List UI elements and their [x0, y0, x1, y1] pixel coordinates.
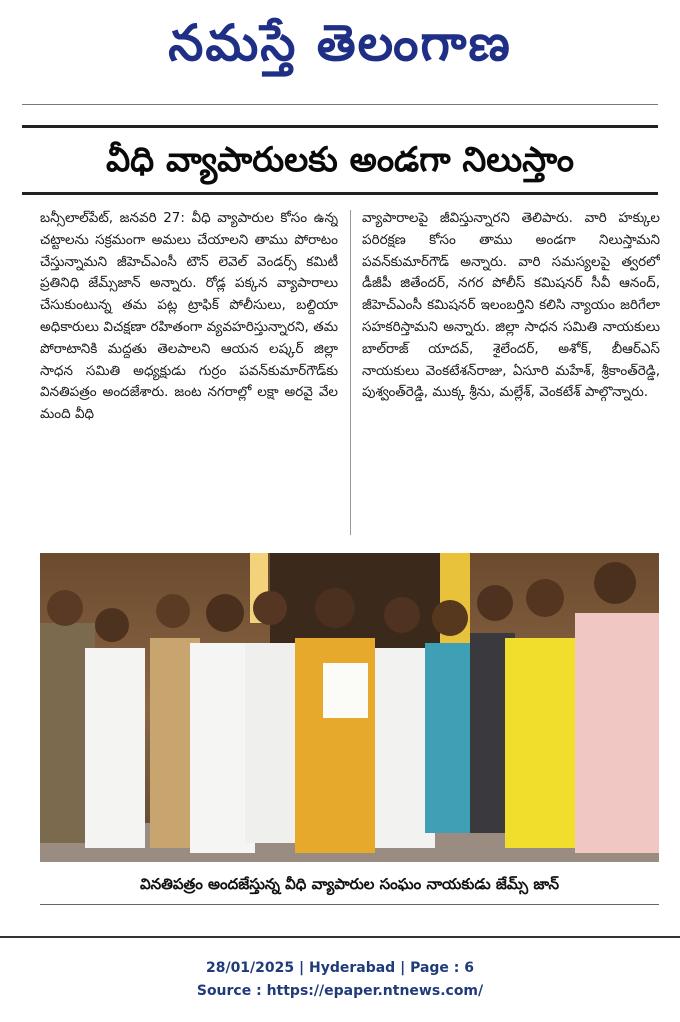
newspaper-logo: నమస్తే తెలంగాణ [168, 13, 512, 72]
footer-separator: | [400, 960, 406, 976]
masthead-divider [22, 104, 658, 105]
photo-caption: వినతిపత్రం అందజేస్తున్న వీధి వ్యాపారుల సంఘం నాయకుడు జేమ్స్ జాన్ [139, 875, 560, 893]
footer-date: 28/01/2025 [205, 960, 295, 976]
footer-separator: | [299, 960, 305, 976]
footer-edition-info [0, 960, 680, 976]
article-headline: వీధి వ్యాపారులకు అండగా నిలుస్తాం [105, 140, 575, 180]
masthead [0, 8, 680, 78]
petition-document [323, 663, 368, 718]
article-text-right: వ్యాపారాలపై జీవిస్తున్నారని తెలిపారు. వారి హక్కుల పరిరక్షణ కోసం తాము అండగా నిలుస్తామని పవన్‌కుమార్‌గౌడ్ అన్నారు. వారి సమస్యలపై త్వరలో డీజీపీ జితేందర్, నగర పోలీస్ కమిషనర్ సీవీ ఆనంద్, జీహెచ్‌ఎంసీ కమిషనర్ ఇలంబర్తిని కలిసి న్యాయం జరిగేలా సహకరిస్తామని అన్నారు. జిల్లా సాధన సమితి నాయకులు బాల్‌రాజ్ యాదవ్, శైలేందర్, అశోక్, బీఆర్‌ఎస్ నాయకులు వెంకటేశన్‌రాజు, ఏసూరి మహేశ్, శ్రీకాంత్‌రెడ్డి, పుశ్వంత్‌రెడ్డి, ముక్క శ్రీను, మల్లేశ్, వెంకటేశ్ పాల్గొన్నారు. [362, 210, 660, 401]
page-bottom-divider [0, 936, 680, 938]
group-photo-image [40, 553, 659, 862]
footer-city: Hyderabad [309, 960, 396, 976]
news-photo [40, 553, 659, 862]
article-column-right [362, 208, 660, 538]
column-divider [350, 210, 351, 535]
headline-box [22, 125, 658, 195]
article-column-left [40, 208, 338, 538]
article-text-left: బన్సీలాల్‌పేట్, జనవరి 27: వీధి వ్యాపారుల కోసం ఉన్న చట్టాలను సక్రమంగా అమలు చేయాలని తాము పోరాటం చేస్తున్నామని జీహెచ్‌ఎంసీ టౌన్ లెవెల్ వెండర్స్ కమిటీ ప్రతినిధి జేమ్స్‌జాన్ అన్నారు. రోడ్ల పక్కన వ్యాపారాలు చేసుకుంటున్న తమ పట్ల ట్రాఫిక్ పోలీసులు, బల్దియా అధికారులు విచక్షణా రహితంగా వ్యవహరిస్తున్నారని, తమ పోరాటానికి మద్దతు తెలపాలని ఆయన లష్కర్ జిల్లా సాధన సమితి అధ్యక్షుడు గుర్రం పవన్‌కుమార్‌గౌడ్‌కు వినతిపత్రం అందజేశారు. జంట నగరాల్లో లక్షా అరవై వేల మంది వీధి [40, 210, 338, 423]
footer-source[interactable]: Source : https://epaper.ntnews.com/ [196, 983, 484, 999]
footer-page: Page : 6 [410, 960, 475, 976]
caption-divider [40, 904, 659, 905]
